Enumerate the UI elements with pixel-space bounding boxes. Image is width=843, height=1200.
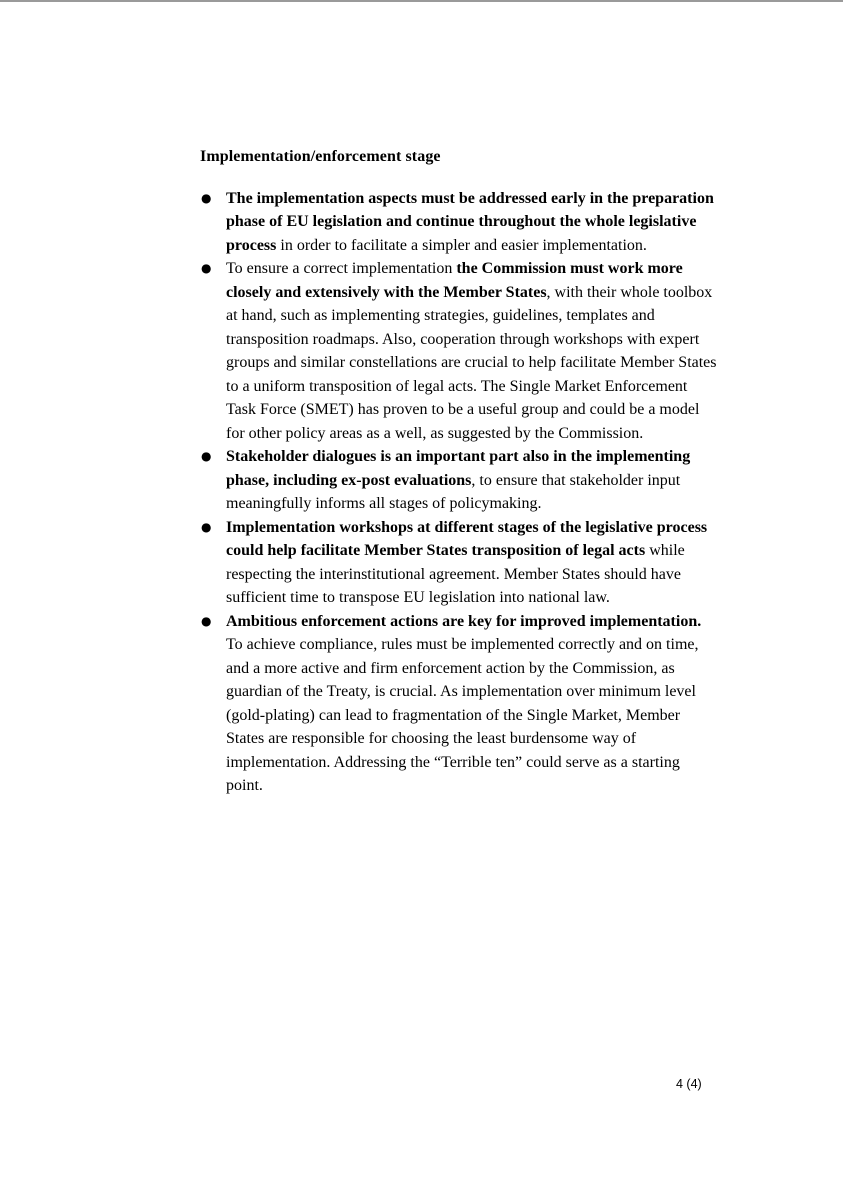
bullet-bold-text: Ambitious enforcement actions are key for improved implementation. bbox=[226, 612, 702, 630]
list-item bbox=[200, 187, 720, 258]
list-item bbox=[200, 516, 720, 610]
document-body bbox=[200, 145, 720, 798]
bullet-bold-text: Stakeholder dialogues is an important part also in the implementing phase, including ex-post evaluations bbox=[226, 448, 691, 489]
bullet-text: , with their whole toolbox at hand, such as implementing strategies, guidelines, templates and transposition roadmaps. Also, cooperation through workshops with expert groups and similar constellations are crucial to help facilitate Member States to a uniform transposition of legal acts. The Single Market Enforcement Task Force (SMET) has proven to be a useful group and could be a model for other policy areas as a well, as suggested by the Commission. bbox=[226, 283, 717, 442]
bullet-icon: ● bbox=[201, 613, 212, 628]
list-item bbox=[200, 257, 720, 445]
list-item bbox=[200, 445, 720, 516]
bullet-icon: ● bbox=[201, 519, 212, 534]
bullet-icon: ● bbox=[201, 449, 212, 463]
bullet-text: To achieve compliance, rules must be implemented correctly and on time, and a more active and firm enforcement action by the Commission, as guardian of the Treaty, is crucial. As implementation over minimum level (gold-plating) can lead to fragmentation of the Single Market, Member States are responsible for choosing the least burdensome way of implementation. Addressing the “Terrible ten” could serve as a starting point. bbox=[226, 636, 699, 794]
page-number: 4 (4) bbox=[676, 1077, 702, 1091]
bullet-text: while respecting the interinstitutional agreement. Member States should have sufficient time to transpose EU legislation into national law. bbox=[226, 542, 685, 606]
bullet-bold-text: Implementation workshops at different stages of the legislative process could help facilitate Member States transposition of legal acts bbox=[226, 518, 708, 559]
list-item bbox=[200, 610, 720, 798]
bullet-icon: ● bbox=[201, 190, 212, 205]
bullet-icon: ● bbox=[201, 261, 212, 275]
bullet-bold-text: the Commission must work more closely and extensively with the Member States bbox=[226, 260, 683, 301]
bullet-text: , to ensure that stakeholder input meaningfully informs all stages of policymaking. bbox=[226, 471, 681, 512]
top-border-line bbox=[0, 0, 843, 2]
bullet-text: in order to facilitate a simpler and easier implementation. bbox=[276, 236, 647, 254]
section-heading: Implementation/enforcement stage bbox=[200, 148, 441, 165]
bullet-lead-text: To ensure a correct implementation bbox=[226, 260, 457, 277]
bullet-list bbox=[200, 187, 720, 798]
bullet-bold-text: The implementation aspects must be addressed early in the preparation phase of EU legislation and continue throughout the whole legislative process bbox=[226, 189, 714, 254]
